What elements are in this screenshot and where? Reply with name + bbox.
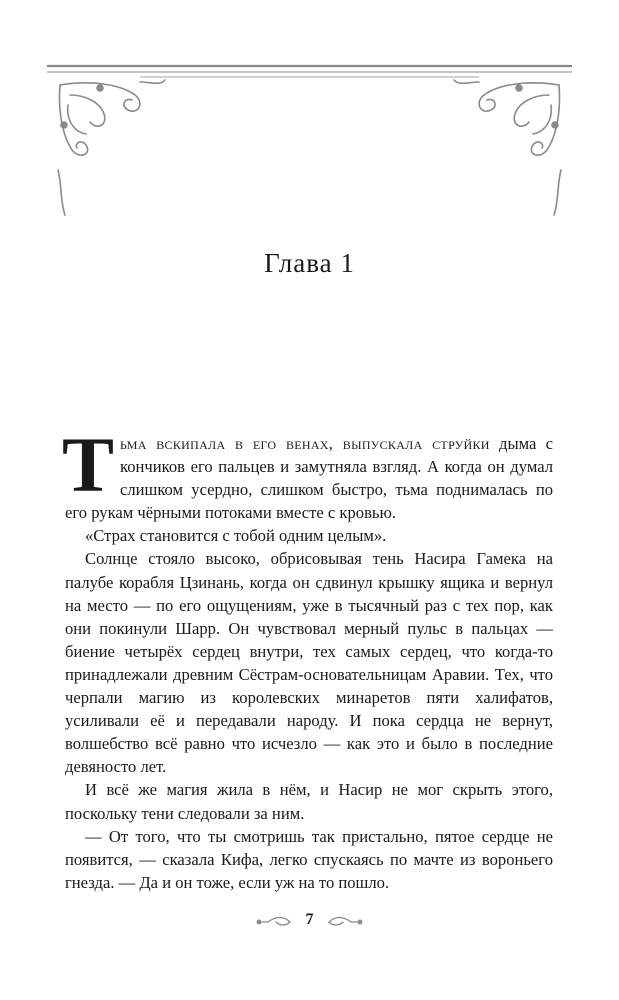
chapter-body: [62, 421, 553, 894]
frame-left-posts: [47, 66, 53, 255]
right-corner-scrollwork: [454, 80, 561, 215]
paragraph: Солнце стояло высоко, обрисовывая тень Насира Гамека на палубе корабля Цзинань, когда он сдвинул крышку ящика и вернул на место — по его ощущениям, уже в тысячный раз с тех пор, как они покинули Шарр. Он чувствовал мерный пульс в пальцах — биение четырёх сердец внутри, тех самых сердец, что когда-то принадлежали древним Сёстрам-основательницам Аравии. Тех, что черпали магию из королевских минаретов пяти халифатов, усиливали её и передавали народу. И пока сердца не вернут, волшебство всё равно что исчезло — как это и было в последние девяносто лет.: [65, 549, 553, 777]
drop-cap: Т: [62, 421, 115, 508]
page-footer: [0, 910, 619, 934]
frame-top-border: [47, 66, 572, 77]
frame-right-posts: [566, 66, 572, 255]
paragraph: — От того, что ты смотришь так пристально, пятое сердце не появится, — сказала Кифа, легко спускаясь по мачте из вороньего гнезда. — Да и он тоже, если уж на то пошло.: [65, 826, 553, 892]
opening-paragraph-text: дыма с кончиков его пальцев и замутняла взгляд. А когда он думал слишком усердно, слишком быстро, тьма поднималась по его рукам чёрными потоками вместе с кровью.: [65, 434, 553, 523]
opening-paragraph: [62, 421, 553, 524]
chapter-title: Глава 1: [264, 248, 355, 278]
paragraph: «Страх становится с тобой одним целым».: [85, 526, 387, 546]
paragraph: И всё же магия жила в нём, и Насир не мог скрыть этого, поскольку тени следовали за ним.: [65, 780, 553, 823]
left-corner-scrollwork: [58, 80, 165, 215]
lead-in-small-caps: ьма вскипала в его венах, выпускала струйки: [120, 434, 490, 453]
page-number: 7: [305, 911, 314, 928]
